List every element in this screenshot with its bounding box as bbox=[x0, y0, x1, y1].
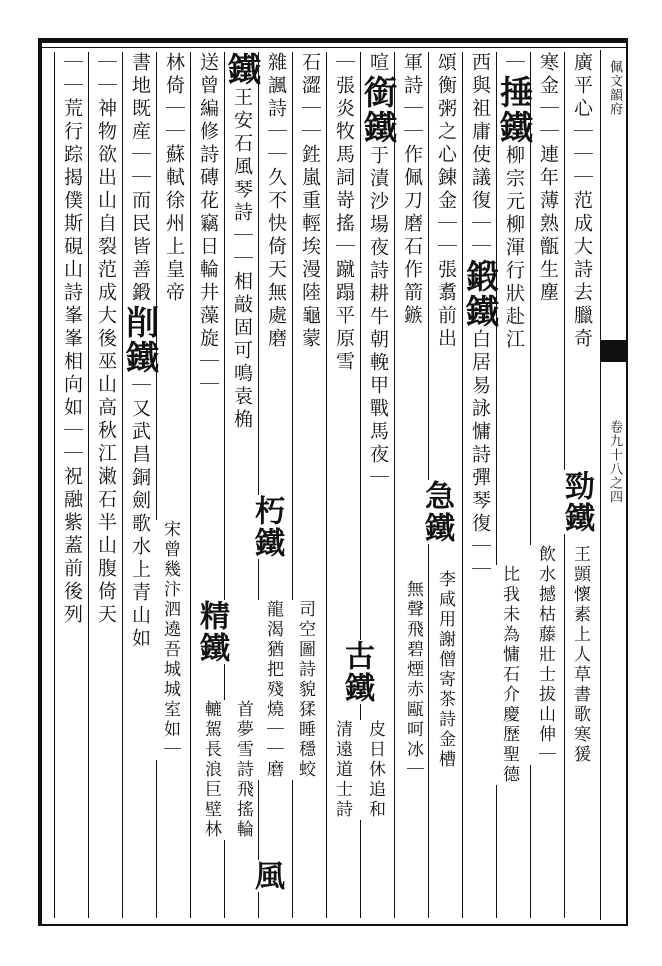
headword-extra: 古鐵 bbox=[339, 640, 374, 704]
interlinear-text: 無聲飛碧煙赤甌呵冰｜ bbox=[398, 580, 428, 780]
column-text: 石澀｜｜鉎嵐重輕埃漫陸龜蒙 bbox=[299, 52, 321, 351]
text-column bbox=[292, 52, 327, 918]
headword: 鐵 bbox=[223, 52, 262, 87]
text-column bbox=[121, 52, 160, 918]
left-border bbox=[38, 38, 42, 926]
headword: 捶鐵 bbox=[495, 75, 534, 145]
interlinear-text: 李咸用謝僧寄茶詩金槽 bbox=[430, 570, 460, 770]
top-border-inner bbox=[38, 47, 628, 48]
headword-extra: 急鐵 bbox=[419, 480, 454, 544]
interlinear-text: 比我未為慵石介慶歷聖德 bbox=[494, 565, 524, 785]
column-text: 西與祖庸使議復｜｜ bbox=[469, 52, 491, 259]
text-column bbox=[88, 52, 123, 918]
interlinear-text: 皮日休追和 bbox=[360, 720, 390, 820]
headword-extra: 風 bbox=[249, 860, 284, 892]
margin-title: 佩文韻府 bbox=[607, 60, 622, 116]
headword-extra: 朽鐵 bbox=[249, 495, 284, 559]
headword-extra: 勁鐵 bbox=[559, 470, 594, 534]
text-column bbox=[495, 52, 534, 918]
fishtail-mark bbox=[600, 340, 627, 362]
column-text: 雜諷詩｜｜久不快倚天無處磨 bbox=[265, 52, 287, 351]
column-text: 書地既産｜｜而民皆善鍛 bbox=[129, 52, 151, 305]
text-column bbox=[156, 52, 191, 918]
column-text: 廣平心｜｜｜范成大詩去臘奇 bbox=[571, 52, 593, 351]
headword: 銜鐵 bbox=[359, 75, 398, 145]
column-text: 袁桷 bbox=[231, 386, 253, 432]
margin-volume: 卷九十八之四 bbox=[607, 420, 622, 504]
column-text: ｜｜荒行踪揭僕斯硯山詩峯峯相向如｜｜祝融紫蓋前後列 bbox=[61, 52, 83, 627]
column-text: ｜張炎牧馬詞嵜搖｜蹴蹋平原雪 bbox=[333, 52, 355, 374]
column-text: 送曾編修詩磚花竊日輪井藻旋｜｜ bbox=[197, 52, 219, 397]
column-text: 王安石風琴詩｜｜相敲固可鳴 bbox=[231, 87, 253, 386]
column-text: 柳宗元柳渾行狀赴江 bbox=[503, 145, 525, 352]
column-text: 軍詩｜｜作佩刀磨石作箭鏃 bbox=[401, 52, 423, 328]
column-text: 寒金｜｜連年薄熟甑生塵 bbox=[537, 52, 559, 305]
interlinear-text: 飲水撼枯藤壯士拔山伸｜ bbox=[530, 545, 560, 765]
headword-extra: 精鐵 bbox=[194, 600, 229, 664]
interlinear-text: 宋曾幾汴泗遶吾城城室如｜ bbox=[155, 520, 185, 760]
text-column bbox=[54, 52, 89, 918]
column-text: ｜｜神物欲出山自裂范成大後巫山高秋江潄石半山腹倚天 bbox=[95, 52, 117, 627]
column-text: 白居易詠慵詩彈琴復｜｜ bbox=[469, 329, 491, 582]
column-text: 頌衡粥之心錬金｜｜張翥前出 bbox=[435, 52, 457, 351]
column-text: 于漬沙場夜詩耕牛朝輓甲戰馬夜｜ bbox=[367, 145, 389, 490]
column-text: 喧 bbox=[367, 52, 389, 75]
interlinear-text: 王顗懷素上人草書歌寒猨 bbox=[565, 545, 595, 765]
interlinear-text: 轆駕長浪巨壁林 bbox=[196, 700, 226, 840]
headword: 削鐵 bbox=[121, 305, 160, 375]
text-column bbox=[461, 52, 500, 918]
interlinear-text: 司空圖詩貌猱睡穩蛟 bbox=[290, 600, 320, 780]
interlinear-text: 龍渴猶把殘燒｜｜磨 bbox=[258, 600, 288, 780]
column-text: ｜ bbox=[503, 52, 525, 75]
headword: 鍛鐵 bbox=[461, 259, 500, 329]
top-border bbox=[38, 38, 628, 43]
column-text: 林倚｜｜蘇軾徐州上皇帝 bbox=[163, 52, 185, 305]
interlinear-text: 清遠道士詩 bbox=[327, 720, 357, 820]
margin-column bbox=[600, 50, 627, 920]
text-column bbox=[258, 52, 293, 918]
bottom-border bbox=[38, 924, 628, 926]
column-text: ｜又武昌銅劍歌水上青山如 bbox=[129, 375, 151, 651]
interlinear-text: 首夢雪詩飛搖輪 bbox=[228, 700, 258, 840]
